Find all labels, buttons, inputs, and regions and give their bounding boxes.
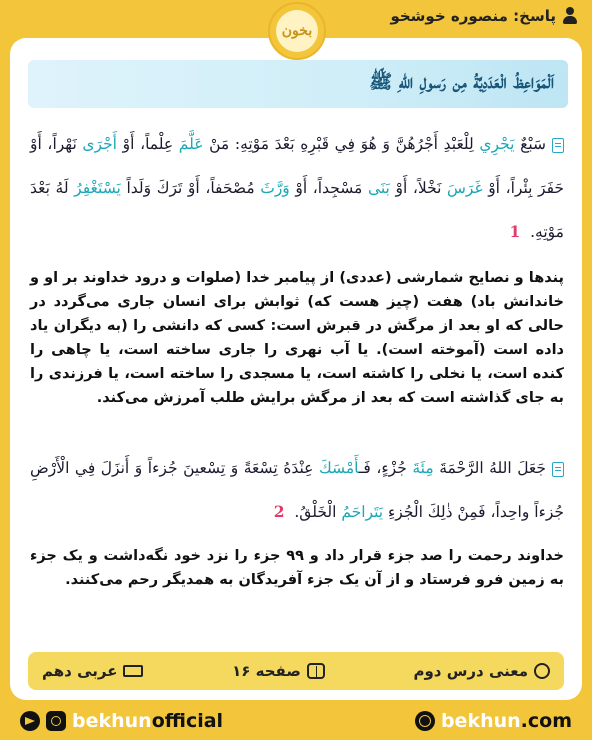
website-link[interactable] [415, 710, 572, 732]
site-suffix: .com [520, 710, 572, 732]
site-prefix: bekhun [440, 710, 521, 732]
social-suffix: official [151, 710, 224, 732]
hadith-text: سَبْعٌ [514, 135, 546, 153]
document-icon [552, 462, 564, 477]
telegram-icon[interactable] [20, 711, 40, 731]
highlight-word: عَلَّمَ [178, 135, 204, 153]
content-card [10, 38, 582, 700]
brand-logo-inner: بخون [276, 10, 318, 52]
hadith-text: نَهْراً، أَوْ حَفَرَ بِئْراً، أَوْ [30, 135, 565, 197]
page-number: صفحه ۱۶ [232, 662, 301, 680]
document-icon [552, 138, 564, 153]
lesson-name: معنی درس دوم [413, 662, 528, 680]
book-icon [307, 663, 325, 679]
translation-2: خداوند رحمت را صد جزء قرار داد و ۹۹ جزء را نزد خود نگه‌داشت و یک جزء به زمین فرو فرستاد و از آن یک جزء آفریدگان به همدیگر رحم می‌کنند. [30, 548, 564, 588]
instagram-icon[interactable] [46, 711, 66, 731]
highlight-word: غَرَسَ [447, 179, 483, 197]
hadith-text: نَخْلاً، أَوْ [389, 179, 448, 197]
social-handle[interactable] [20, 710, 223, 732]
graduation-cap-icon [123, 665, 143, 677]
hadith-2 [30, 446, 564, 534]
highlight-word: مِئَةَ [412, 459, 434, 477]
brand-logo [268, 2, 326, 60]
hadith-text: مُصْحَفاً، أَوْ تَرَكَ [156, 179, 261, 197]
lesson-title: اَلْمَوَاعِظُ الْعَدَدِيَّةُ مِن رَسولِ اللهِ ﷺ [28, 60, 568, 108]
highlight-word: يَتَراحَمُ [341, 503, 384, 521]
highlight-word: أَمْسَكَ [318, 459, 359, 477]
globe-icon [415, 711, 435, 731]
highlight-word: أَجْرَى [82, 135, 117, 153]
hadith-text: جَعَلَ اللهُ الرَّحْمَةَ [433, 459, 546, 477]
hadith-text: فِي الْأَرْضِ جُزءاً واحِداً، فَمِنْ ذٰلِكَ الْجُزءِ [30, 459, 564, 521]
user-icon [562, 7, 578, 25]
hadith-text: عِنْدَهُ تِسْعَةً وَ تِسْعينَ جُزءاً وَ أَنزَلَ [100, 459, 319, 477]
hadith-text: جُزْءٍ، فَـ [358, 459, 413, 477]
highlight-word: يَسْتَغْفِرُ [74, 179, 121, 197]
student-icon [534, 663, 550, 679]
highlight-word: بَنَى [367, 179, 390, 197]
answer-author [390, 7, 578, 25]
hadith-1 [30, 122, 564, 254]
page-info [232, 662, 325, 680]
hadith-text: مَسْجِداً، أَوْ [289, 179, 368, 197]
book-name: عربی دهم [42, 662, 118, 680]
hadith-number: 2 [273, 502, 285, 521]
book-info [42, 662, 143, 680]
hadith-number: 1 [509, 222, 521, 241]
translation-1: پندها و نصایح شمارشی (عددی) از پیامبر خدا (صلوات و درود خداوند بر او و خاندانش باد) هفت (چیز هست که) ثوابش برای انسان جاری می‌گردد در حالی که او بعد از مرگش در قبرش است: کسی که دانشی را (به دیگران یاد داده است (آموخته است). یا آب نهری را جاری ساخته است، یا چاهی را کنده است، یا نخلی را کاشته است، یا مسجدی را ساخته است، یا فرزندی را به جای گذاشته است که بعد از مرگش برایش طلب آمرزش می‌کند. [30, 270, 564, 406]
lesson-info-bar [28, 652, 564, 690]
highlight-word: وَرَّثَ [260, 179, 290, 197]
highlight-word: يَجْرِي [479, 135, 515, 153]
lesson-info [413, 662, 550, 680]
bottom-bar [0, 702, 592, 740]
hadith-text: لَهُ بَعْدَ مَوْتِهِ. [30, 179, 564, 241]
hadith-text: وَلَداً [120, 179, 157, 197]
hadith-text: الْخَلْقُ. [294, 503, 342, 521]
hadith-text: عِلْماً، أَوْ [116, 135, 179, 153]
answer-label: پاسخ: منصوره خوشخو [390, 7, 556, 25]
hadith-text: لِلْعَبْدِ أَجْرُهُنَّ وَ هُوَ فِي قَبْرِهِ بَعْدَ مَوْتِهِ: مَنْ [203, 135, 480, 153]
social-prefix: bekhun [72, 710, 152, 732]
